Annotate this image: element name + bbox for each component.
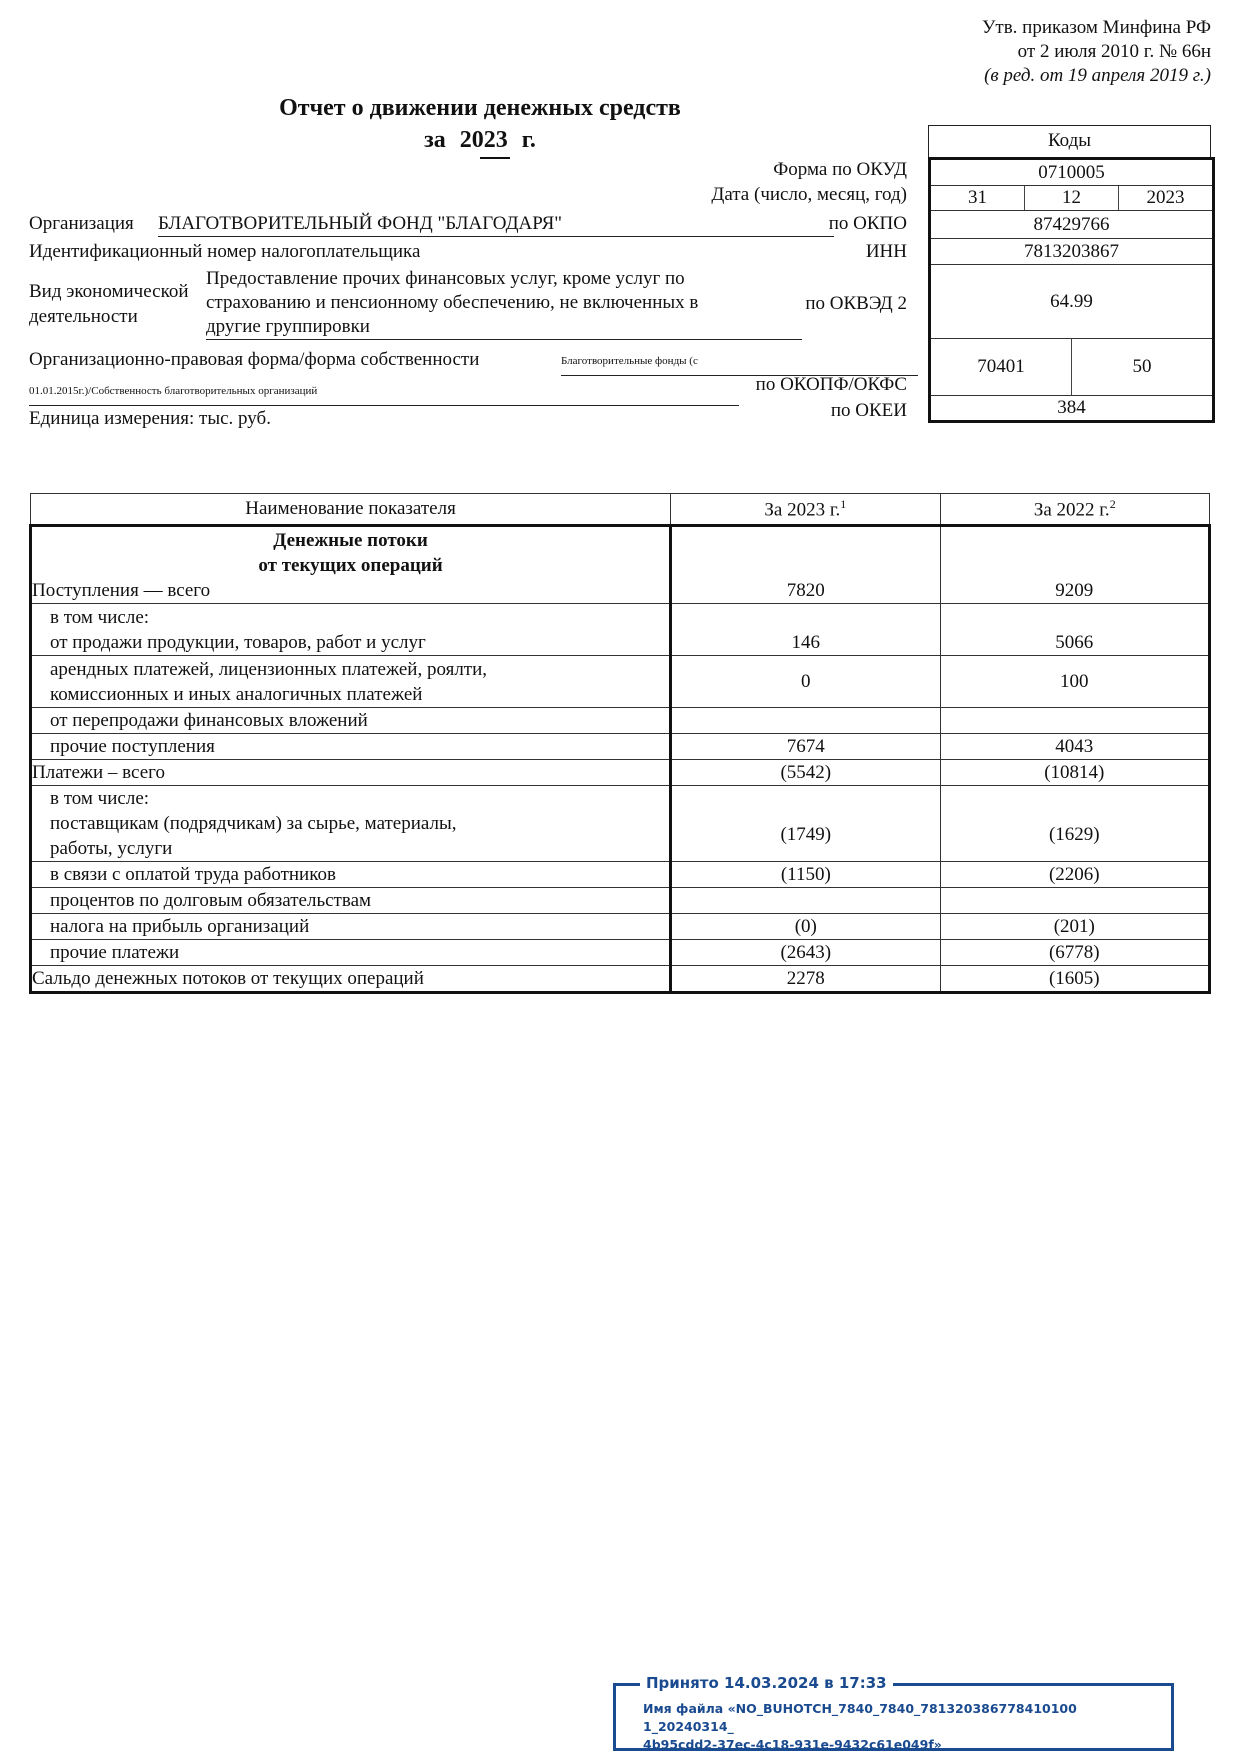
section-subtitle: от текущих операций — [258, 555, 443, 576]
table-row — [31, 862, 1210, 888]
title-prefix: за — [424, 127, 446, 153]
table-row: в том числе: поставщикам (подрядчикам) за сырье, материалы, работы, услуги (1749) (1629) — [31, 786, 1210, 862]
value-2022: 5066 — [940, 604, 1209, 656]
activity-label-2: деятельности — [29, 306, 138, 327]
inn-label: Идентификационный номер налогоплательщика — [29, 241, 421, 262]
value-2023: 7674 — [671, 734, 940, 760]
row-label: Сальдо денежных потоков от текущих операций — [32, 968, 424, 989]
value-2023: 0 — [671, 656, 940, 708]
row-label: прочие платежи — [50, 942, 180, 963]
acceptance-stamp — [613, 1674, 1174, 1752]
value-2023: 7820 — [671, 526, 940, 604]
table-row — [31, 966, 1210, 993]
value-2023 — [671, 708, 940, 734]
okei-label: по ОКЕИ — [830, 400, 907, 421]
approval-line-1: Утв. приказом Минфина РФ — [981, 17, 1211, 38]
row-label: налога на прибыль организаций — [50, 916, 310, 937]
row-label: от перепродажи финансовых вложений — [50, 710, 368, 731]
value-2022: (1605) — [940, 966, 1209, 993]
value-2023: (5542) — [671, 760, 940, 786]
code-okpo: 87429766 — [931, 211, 1212, 239]
page-title — [190, 92, 770, 156]
value-2023 — [671, 888, 940, 914]
code-okopf-okfs — [931, 339, 1212, 396]
legal-form-label: Организационно-правовая форма/форма собственности — [29, 349, 480, 370]
code-date-month: 12 — [1024, 186, 1118, 210]
date-label: Дата (число, месяц, год) — [711, 184, 907, 205]
code-okei: 384 — [1057, 397, 1086, 418]
value-2023: (1749) — [671, 786, 940, 862]
value-2023: (2643) — [671, 940, 940, 966]
row-label: от продажи продукции, товаров, работ и услуг — [50, 632, 426, 653]
value-2022: (6778) — [940, 940, 1209, 966]
code-okved: 64.99 — [931, 265, 1212, 339]
row-label: Поступления — всего — [32, 580, 211, 601]
value-2022 — [940, 888, 1209, 914]
okpo-label: по ОКПО — [828, 213, 907, 234]
cash-flow-table — [29, 493, 1211, 994]
stamp-header: Принято 14.03.2024 в 17:33 — [640, 1673, 893, 1693]
value-2022: (2206) — [940, 862, 1209, 888]
table-row — [31, 760, 1210, 786]
stamp-filename: Имя файла «NO_BUHOTCH_7840_7840_781320386778410100 1_20240314_ 4b95cdd2-37ec-4c18-931e-9432c61e049f» — [643, 1701, 1077, 1752]
row-label: поставщикам (подрядчикам) за сырье, материалы, — [50, 813, 457, 834]
value-2022: 100 — [940, 656, 1209, 708]
title-year: 2023 — [458, 124, 510, 156]
row-label: процентов по долговым обязательствам — [50, 890, 372, 911]
title-line: Отчет о движении денежных средств — [279, 95, 681, 121]
table-row — [31, 888, 1210, 914]
value-2022: (10814) — [940, 760, 1209, 786]
okved-label: по ОКВЭД 2 — [805, 293, 907, 314]
row-label: Платежи – всего — [32, 762, 165, 783]
col-header-name: Наименование показателя — [31, 494, 671, 526]
codes-header: Коды — [928, 125, 1211, 157]
section-title: Денежные потоки — [273, 530, 428, 551]
row-label: в связи с оплатой труда работников — [50, 864, 336, 885]
title-period — [190, 124, 770, 156]
row-label: прочие поступления — [50, 736, 215, 757]
table-row: в том числе: от продажи продукции, товаров, работ и услуг 146 5066 — [31, 604, 1210, 656]
code-inn: 7813203867 — [931, 239, 1212, 265]
table-header-row — [31, 494, 1210, 526]
title-suffix: г. — [521, 127, 536, 153]
org-name: БЛАГОТВОРИТЕЛЬНЫЙ ФОНД "БЛАГОДАРЯ" — [158, 212, 834, 237]
row-label: арендных платежей, лицензионных платежей, роялти, — [50, 659, 488, 680]
col-header-2022: За 2022 г.$^2$ — [940, 494, 1209, 526]
value-2022: (1629) — [940, 786, 1209, 862]
table-row — [31, 940, 1210, 966]
code-date — [931, 186, 1212, 211]
activity-value: Предоставление прочих финансовых услуг, кроме услуг по страхованию и пенсионному обеспечению, не включенных в другие группировки — [206, 267, 802, 340]
code-date-day: 31 — [968, 187, 987, 208]
table-row — [31, 708, 1210, 734]
approval-line-3: (в ред. от 19 апреля 2019 г.) — [984, 65, 1211, 86]
approval-line-2: от 2 июля 2010 г. № 66н — [1017, 41, 1211, 62]
value-2023: 146 — [671, 604, 940, 656]
approval-note — [982, 16, 1211, 88]
legal-form-value-1: Благотворительные фонды (с — [561, 351, 918, 376]
code-date-year: 2023 — [1118, 186, 1212, 210]
okopf-label: по ОКОПФ/ОКФС — [755, 374, 907, 395]
col-header-2023: За 2023 г.$^1$ — [671, 494, 940, 526]
value-2022: (201) — [940, 914, 1209, 940]
code-okfs: 50 — [1071, 339, 1212, 395]
table-row — [31, 526, 1210, 604]
activity-label-1: Вид экономической — [29, 281, 189, 302]
codes-box — [928, 157, 1215, 423]
legal-form-value-2: 01.01.2015г.)/Собственность благотворительных организаций — [29, 381, 739, 406]
value-2022: 9209 — [940, 526, 1209, 604]
table-row: арендных платежей, лицензионных платежей, роялти, комиссионных и иных аналогичных платежей 0 100 — [31, 656, 1210, 708]
code-okopf: 70401 — [977, 356, 1025, 377]
inn-code-label: ИНН — [865, 241, 907, 262]
unit-label: Единица измерения: тыс. руб. — [29, 408, 271, 429]
table-row — [31, 914, 1210, 940]
value-2022 — [940, 708, 1209, 734]
value-2023: (0) — [671, 914, 940, 940]
table-row — [31, 734, 1210, 760]
value-2023: 2278 — [671, 966, 940, 993]
value-2022: 4043 — [940, 734, 1209, 760]
value-2023: (1150) — [671, 862, 940, 888]
org-label: Организация — [29, 213, 134, 234]
okud-label: Форма по ОКУД — [773, 159, 907, 180]
code-okud: 0710005 — [931, 160, 1212, 186]
